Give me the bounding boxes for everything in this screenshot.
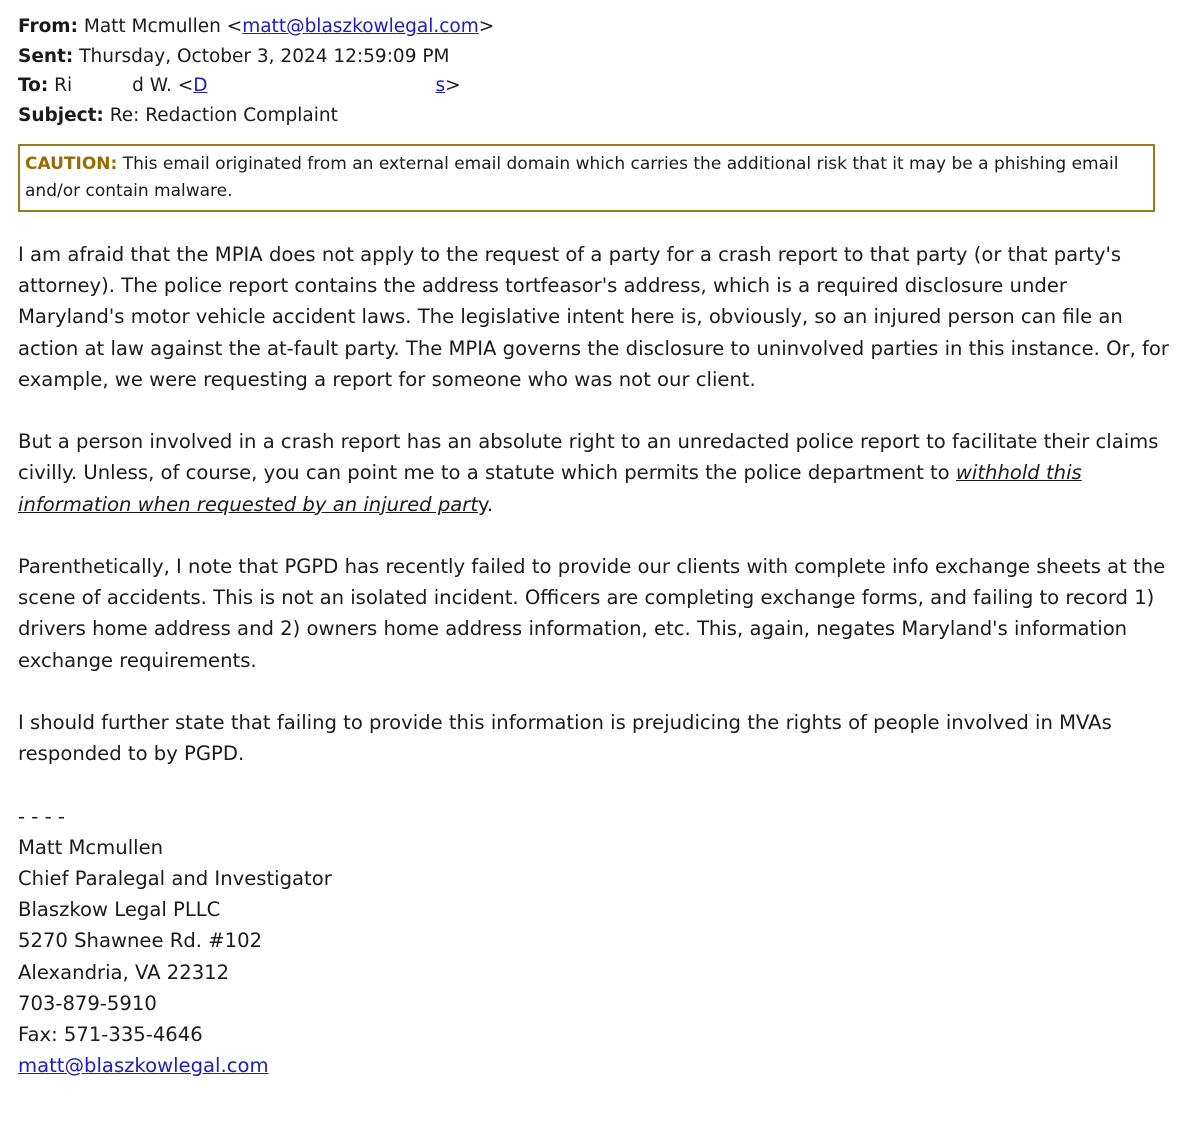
p2-end: y.	[478, 492, 494, 516]
signature-fax: Fax: 571-335-4646	[18, 1023, 203, 1047]
signature-email-link[interactable]: matt@blaszkowlegal.com	[18, 1054, 269, 1078]
subject-label: Subject:	[18, 104, 104, 126]
from-close: >	[478, 16, 495, 37]
caution-banner	[18, 144, 1155, 212]
body-paragraph-1: I am afraid that the MPIA does not apply to the request of a party for a crash report to that party (or that party's attorney). The police report contains the address tortfeasor's address, which is a required disclosure under Maryland's motor vehicle accident laws. The legislative intent here is, obviously, so an injured person can file an action at law against the at-fault party. The MPIA governs the disclosure to uninvolved parties in this instance. Or, for example, we were requesting a report for someone who was not our client.	[18, 243, 1169, 391]
from-email-link[interactable]: matt@blaszkowlegal.com	[242, 16, 479, 37]
sent-value: Thursday, October 3, 2024 12:59:09 PM	[79, 45, 450, 67]
body-paragraph-4: I should further state that failing to provide this information is prejudicing the rights of people involved in MVAs responded to by PGPD.	[18, 711, 1112, 766]
to-line	[18, 71, 1178, 101]
body-paragraph-2	[18, 426, 1178, 520]
to-value-part1: Ri	[54, 75, 73, 96]
signature-company: Blaszkow Legal PLLC	[18, 898, 221, 922]
from-label: From:	[18, 16, 78, 37]
to-email-link[interactable]	[193, 75, 445, 96]
signature-name: Matt Mcmullen	[18, 835, 164, 859]
sent-line	[18, 42, 1178, 72]
to-close: >	[445, 75, 461, 96]
email-document	[18, 12, 1178, 1081]
p2-start: But a person involved in a crash report has an absolute right to an unredacted police report to facilitate their claims civilly. Unless, of course, you can point me to a statute which permits the police department to	[18, 430, 1159, 485]
signature-title: Chief Paralegal and Investigator	[18, 867, 332, 890]
body-paragraph-3: Parenthetically, I note that PGPD has recently failed to provide our clients with complete info exchange sheets at the scene of accidents. This is not an isolated incident. Officers are completing exchange forms, and failing to record 1) drivers home address and 2) owners home address information, etc. This, again, negates Maryland's information exchange requirements.	[18, 555, 1166, 672]
to-value-part2: d W. <	[132, 75, 194, 96]
to-link-start: D	[193, 75, 208, 96]
from-name: Matt Mcmullen <	[83, 16, 243, 37]
signature-separator: - - - -	[18, 804, 65, 828]
from-line	[18, 12, 1178, 42]
email-body	[18, 239, 1178, 769]
signature-address-line-1: 5270 Shawnee Rd. #102	[18, 929, 263, 953]
to-label: To:	[18, 75, 49, 96]
sent-label: Sent:	[18, 45, 74, 67]
signature-block	[18, 801, 1178, 1082]
to-link-end: s	[435, 75, 446, 96]
signature-phone: 703-879-5910	[18, 991, 157, 1015]
signature-address-line-2: Alexandria, VA 22312	[18, 960, 230, 984]
subject-line	[18, 101, 1178, 131]
caution-label: CAUTION:	[25, 154, 118, 174]
subject-value: Re: Redaction Complaint	[109, 104, 338, 126]
caution-text: This email originated from an external email domain which carries the additional risk that it may be a phishing email and/or contain malware.	[25, 154, 1119, 201]
p2-underlined-text: withhold this information when requested by an injured part	[18, 461, 1082, 516]
